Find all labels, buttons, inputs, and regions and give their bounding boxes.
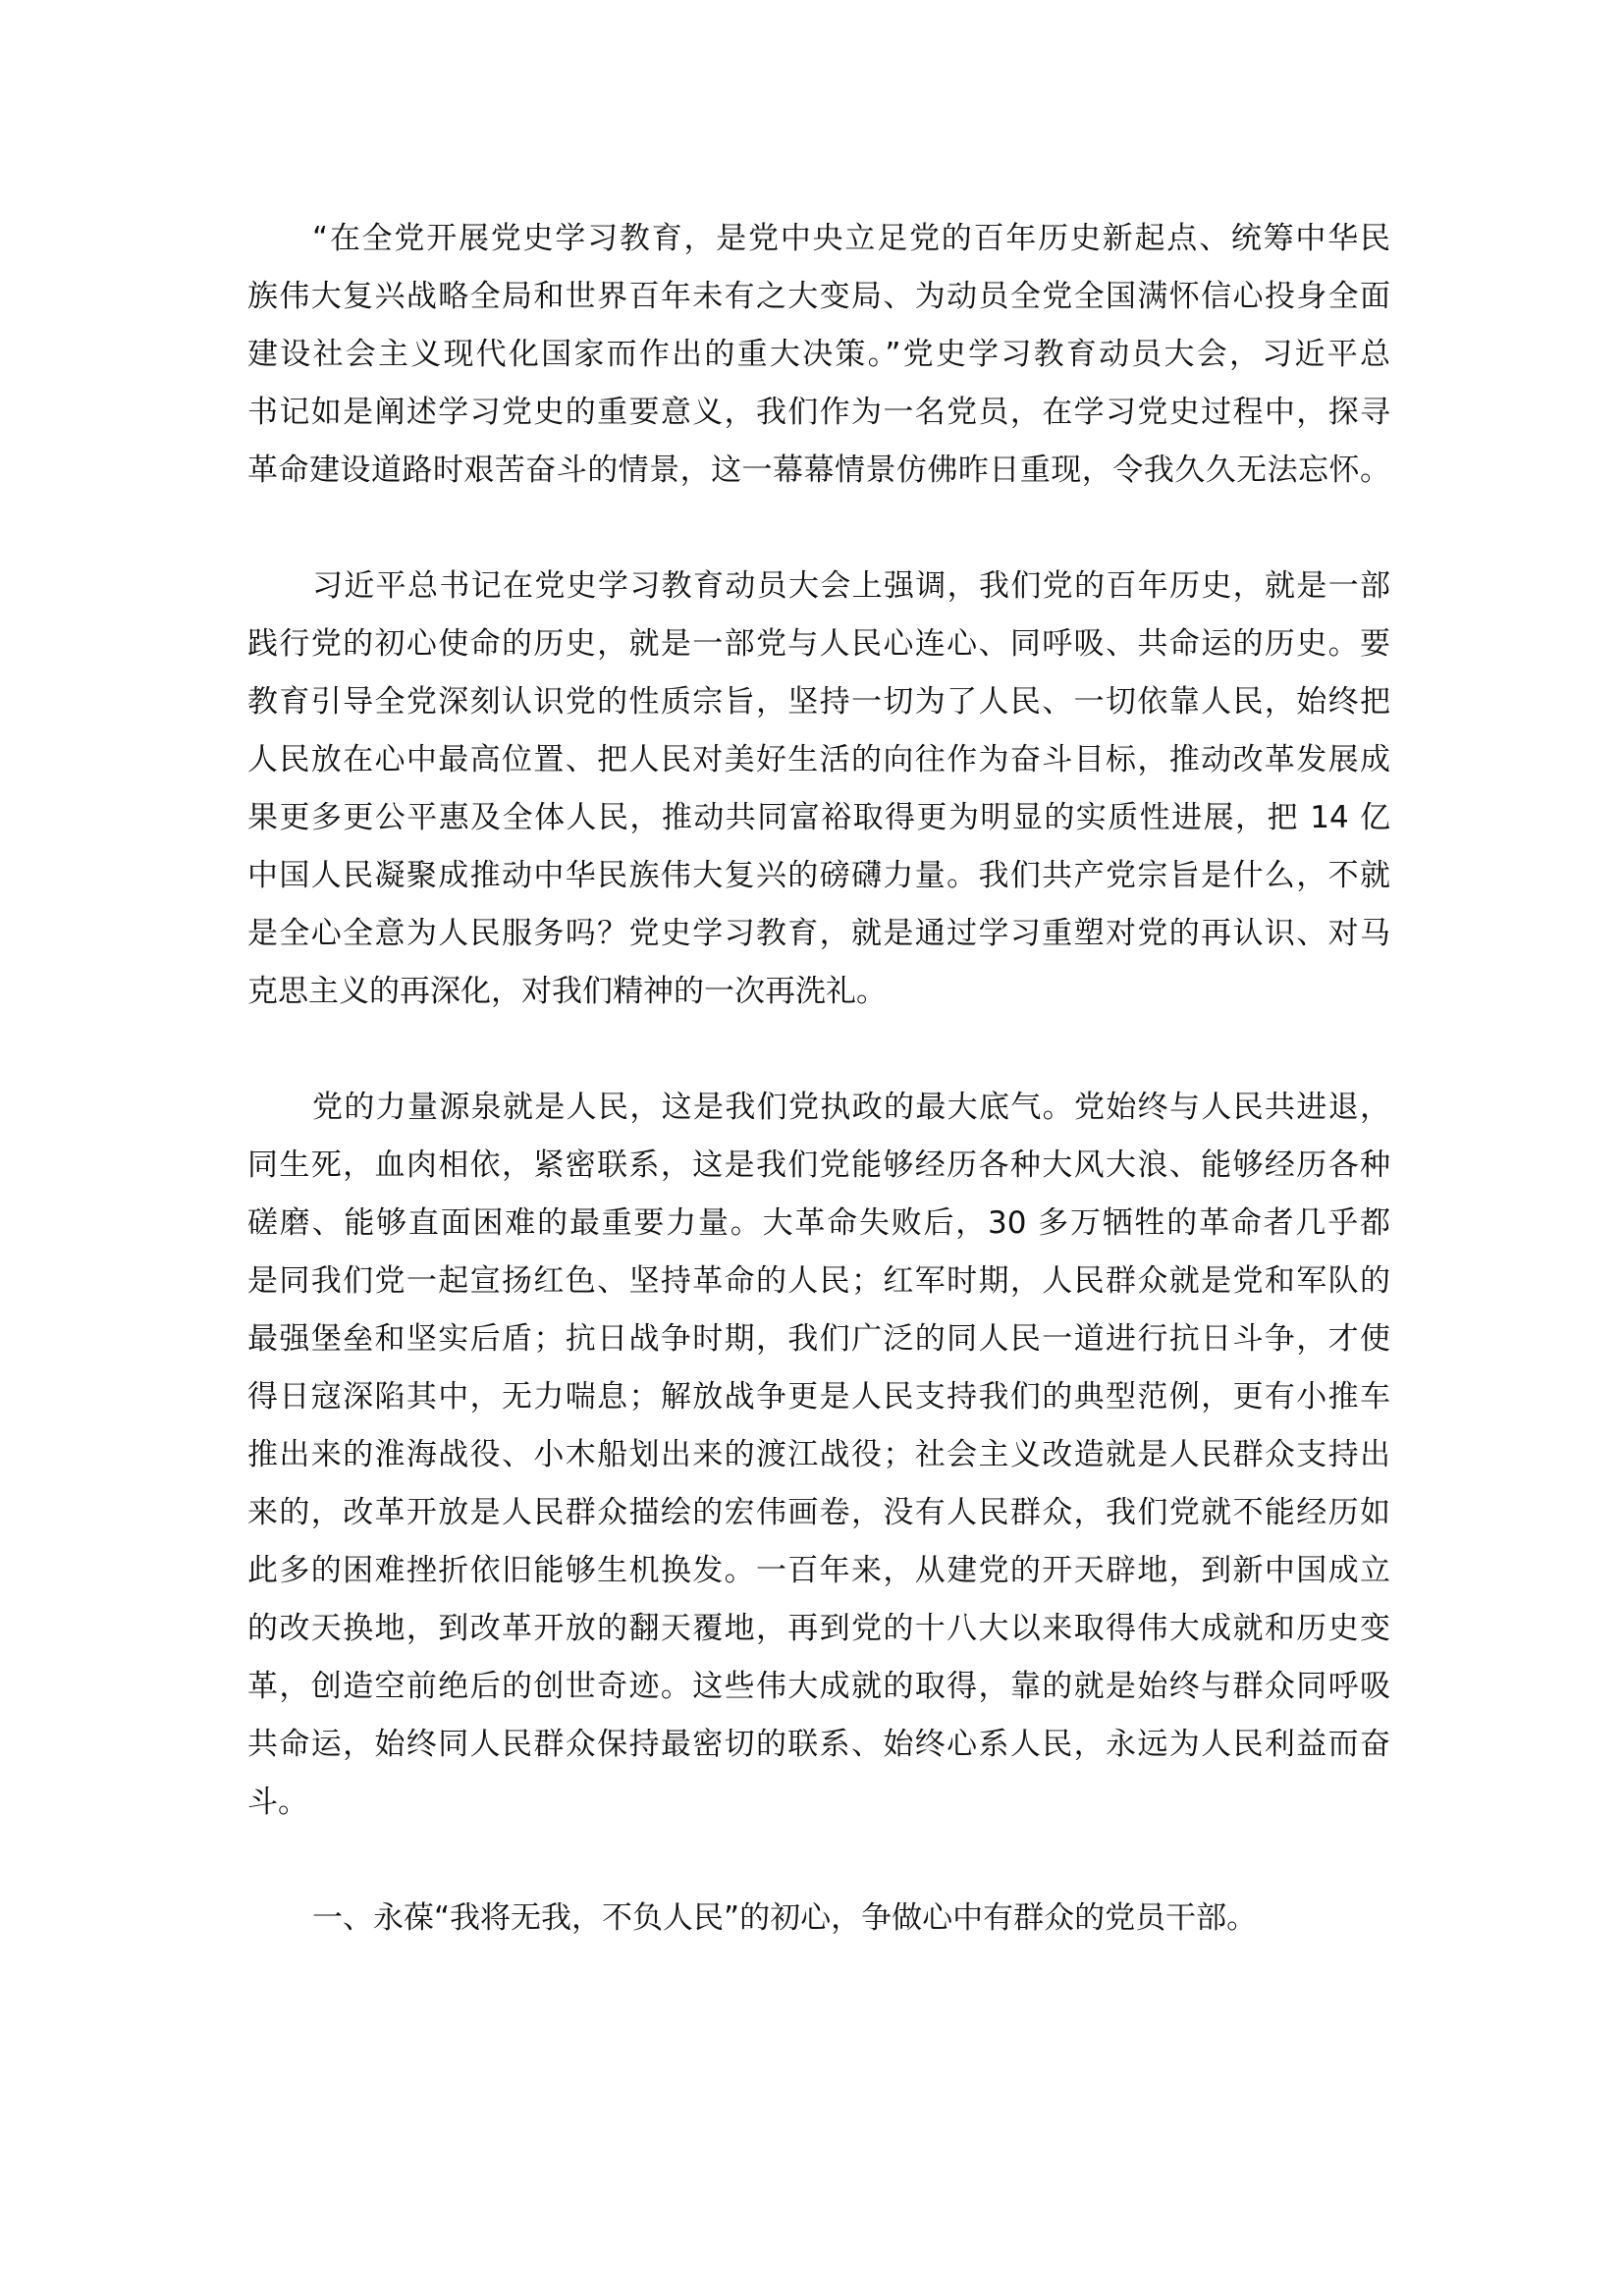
- text-line: 书记如是阐述学习党史的重要意义，我们作为一名党员，在学习党史过程中，探寻: [247, 395, 1390, 430]
- document-page: [247, 210, 1390, 2005]
- text-line: 是全心全意为人民服务吗？党史学习教育，就是通过学习重塑对党的再认识、对马: [247, 916, 1390, 951]
- text-line: 中国人民凝聚成推动中华民族伟大复兴的磅礴力量。我们共产党宗旨是什么，不就: [247, 858, 1390, 893]
- text-line: 来的，改革开放是人民群众描绘的宏伟画卷，没有人民群众，我们党就不能经历如: [247, 1495, 1390, 1530]
- text-line: 习近平总书记在党史学习教育动员大会上强调，我们党的百年历史，就是一部: [312, 568, 1390, 604]
- text-line: “在全党开展党史学习教育，是党中央立足党的百年历史新起点、统筹中华民: [312, 221, 1390, 256]
- paragraph-1: [247, 210, 1390, 500]
- paragraph-3: [247, 1079, 1390, 1832]
- text-line: 得日寇深陷其中，无力喘息；解放战争更是人民支持我们的典型范例，更有小推车: [247, 1379, 1390, 1415]
- text-line: 教育引导全党深刻认识党的性质宗旨，坚持一切为了人民、一切依靠人民，始终把: [247, 684, 1390, 720]
- text-line: 革命建设道路时艰苦奋斗的情景，这一幕幕情景仿佛昨日重现，令我久久无法忘怀。: [247, 453, 1390, 488]
- text-line: 此多的困难挫折依旧能够生机换发。一百年来，从建党的开天辟地，到新中国成立: [247, 1553, 1390, 1588]
- text-line: 族伟大复兴战略全局和世界百年未有之大变局、为动员全党全国满怀信心投身全面: [247, 279, 1390, 314]
- text-line: 是同我们党一起宣扬红色、坚持革命的人民；红军时期，人民群众就是党和军队的: [247, 1263, 1390, 1299]
- text-line: 革，创造空前绝后的创世奇迹。这些伟大成就的取得，靠的就是始终与群众同呼吸: [247, 1669, 1390, 1704]
- text-line: 践行党的初心使命的历史，就是一部党与人民心连心、同呼吸、共命运的历史。要: [247, 626, 1390, 662]
- heading-text: 一、永葆“我将无我，不负人民”的初心，争做心中有群众的党员干部。: [312, 1900, 1258, 1936]
- text-line: 共命运，始终同人民群众保持最密切的联系、始终心系人民，永远为人民利益而奋: [247, 1727, 1390, 1762]
- text-line: 的改天换地，到改革开放的翻天覆地，再到党的十八大以来取得伟大成就和历史变: [247, 1611, 1390, 1646]
- text-line: 推出来的淮海战役、小木船划出来的渡江战役；社会主义改造就是人民群众支持出: [247, 1437, 1390, 1472]
- text-line: 果更多更公平惠及全体人民，推动共同富裕取得更为明显的实质性进展，把 14 亿: [247, 800, 1390, 835]
- text-line: 建设社会主义现代化国家而作出的重大决策。”党史学习教育动员大会，习近平总: [247, 337, 1390, 372]
- text-line: 斗。: [247, 1785, 308, 1820]
- text-line: 同生死，血肉相依，紧密联系，这是我们党能够经历各种大风大浪、能够经历各种: [247, 1148, 1390, 1183]
- text-line: 人民放在心中最高位置、把人民对美好生活的向往作为奋斗目标，推动改革发展成: [247, 742, 1390, 777]
- text-line: 克思主义的再深化，对我们精神的一次再洗礼。: [247, 974, 887, 1009]
- text-line: 党的力量源泉就是人民，这是我们党执政的最大底气。党始终与人民共进退，: [312, 1090, 1390, 1125]
- text-line: 磋磨、能够直面困难的最重要力量。大革命失败后，30 多万牺牲的革命者几乎都: [247, 1205, 1390, 1241]
- text-line: 最强堡垒和坚实后盾；抗日战争时期，我们广泛的同人民一道进行抗日斗争，才使: [247, 1321, 1390, 1357]
- section-heading: [247, 1890, 1390, 1948]
- paragraph-2: [247, 558, 1390, 1021]
